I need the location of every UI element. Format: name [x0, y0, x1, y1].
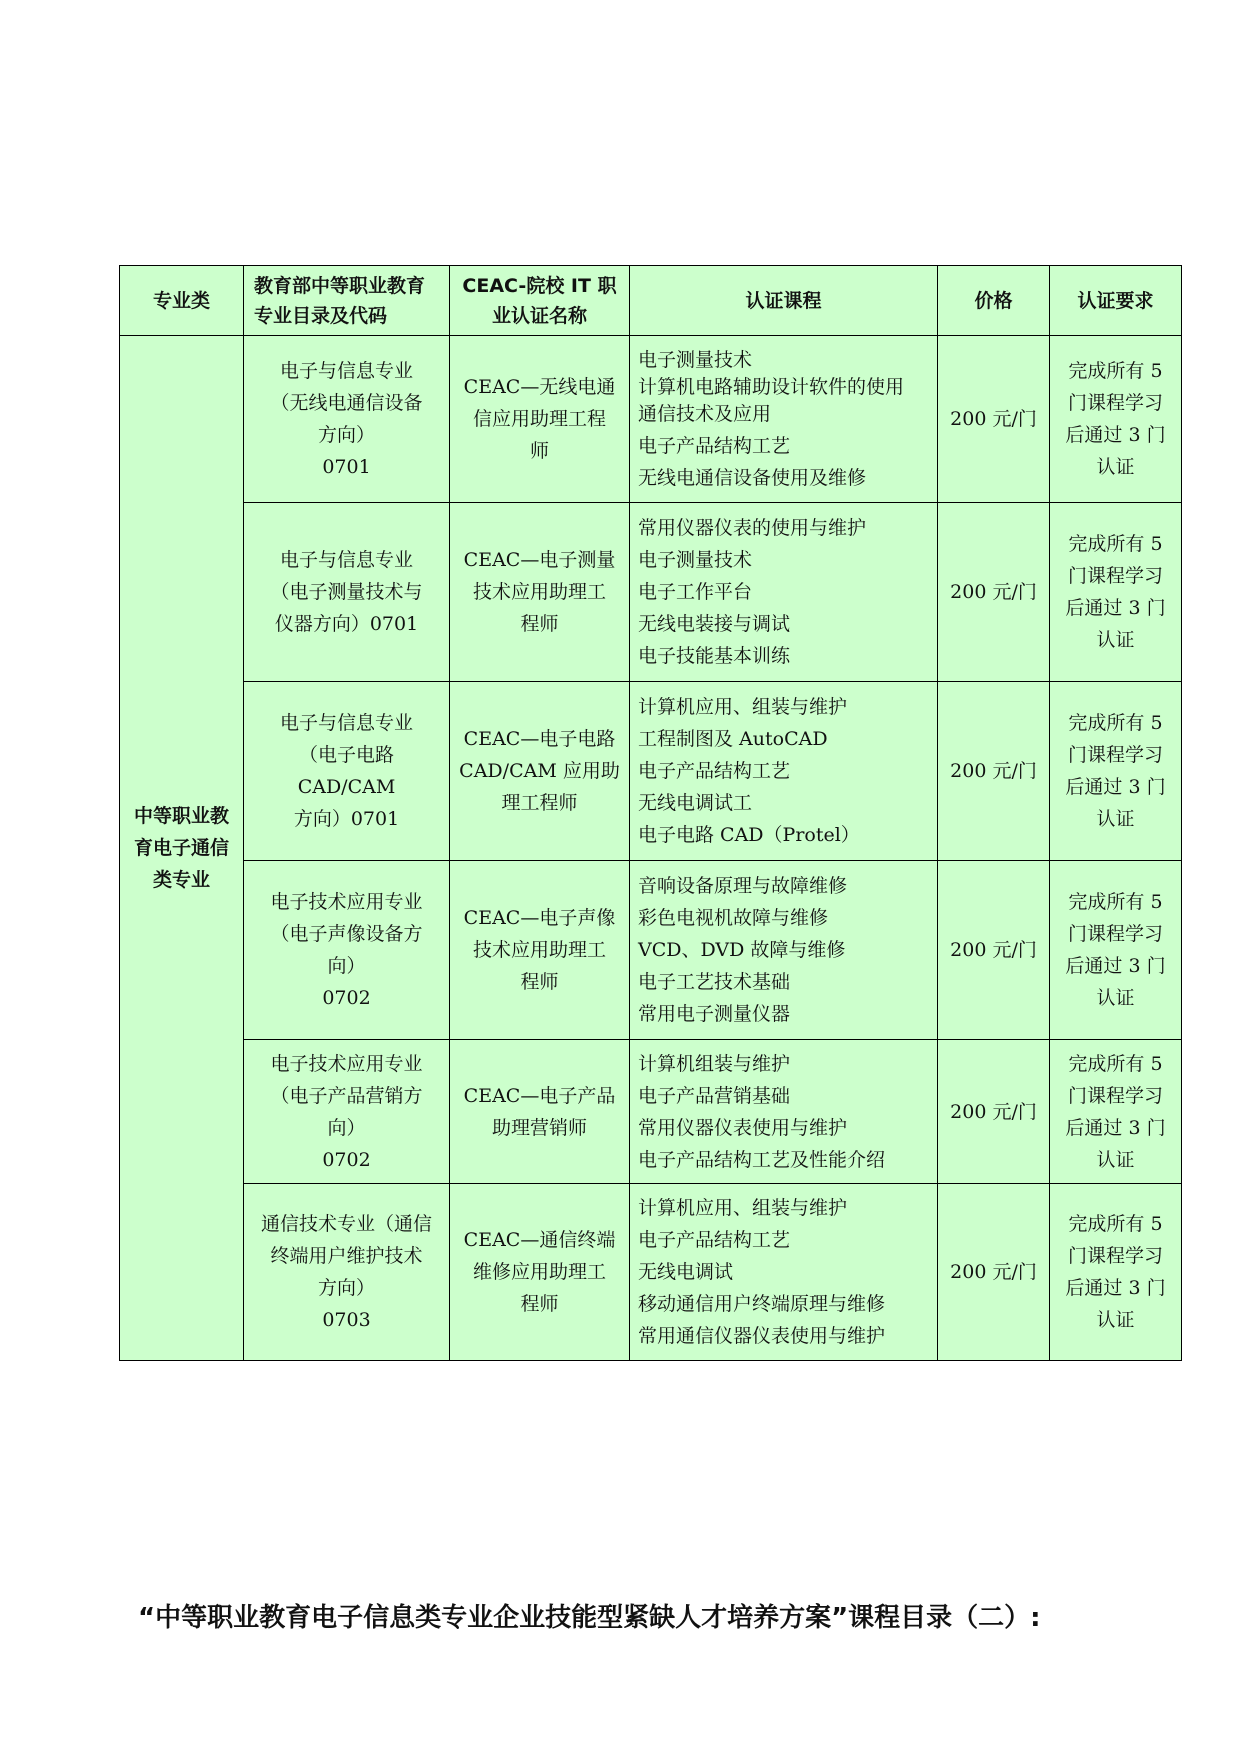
- req-line: 认证: [1096, 987, 1135, 1009]
- major-line: 0702: [322, 1148, 371, 1171]
- course-item: 电子工作平台: [638, 581, 753, 603]
- certification-table: [119, 265, 1182, 1361]
- major-line: 仪器方向）0701: [274, 613, 419, 635]
- major-cell: [244, 682, 450, 861]
- course-item: 电子产品结构工艺: [638, 435, 791, 457]
- major-cell: [244, 336, 450, 503]
- cert-line: 助理营销师: [491, 1116, 587, 1139]
- price-cell: 200 元/门: [938, 503, 1050, 682]
- cert-cell: [450, 1040, 630, 1184]
- req-line: 后通过 3 门: [1065, 955, 1166, 977]
- cert-cell: [450, 1184, 630, 1361]
- req-line: 门课程学习: [1067, 744, 1163, 766]
- cert-cell: [450, 861, 630, 1040]
- course-item: 无线电调试工: [638, 792, 753, 814]
- course-item: 无线电调试: [638, 1261, 734, 1283]
- cert-line: CEAC—无线电通: [463, 376, 616, 398]
- category-cell: 中等职业教育电子通信类专业: [120, 336, 244, 1361]
- req-line: 后通过 3 门: [1065, 1277, 1166, 1299]
- req-line: 认证: [1096, 1148, 1135, 1171]
- requirement-cell: [1050, 1184, 1182, 1361]
- major-line: 电子与信息专业: [279, 549, 413, 571]
- cert-cell: [450, 682, 630, 861]
- header-cert-name: CEAC-院校 IT 职业认证名称: [450, 266, 630, 336]
- cert-line: CEAC—通信终端: [463, 1229, 616, 1251]
- req-line: 门课程学习: [1067, 392, 1163, 414]
- req-line: 完成所有 5: [1068, 891, 1163, 913]
- course-item: 工程制图及 AutoCAD: [638, 728, 828, 750]
- table-row: [120, 1040, 1182, 1184]
- cert-line: CEAC—电子测量: [463, 549, 616, 571]
- price-cell: 200 元/门: [938, 861, 1050, 1040]
- course-item: 常用仪器仪表使用与维护: [638, 1116, 848, 1139]
- table-row: [120, 503, 1182, 682]
- cert-line: 技术应用助理工: [472, 581, 606, 603]
- major-cell: [244, 503, 450, 682]
- cert-line: 程师: [520, 1293, 559, 1315]
- major-line: 电子与信息专业: [279, 712, 413, 734]
- course-item: 通信技术及应用: [638, 403, 772, 425]
- major-line: 方向）: [317, 1277, 375, 1299]
- major-line: 0702: [322, 987, 371, 1009]
- cert-line: 维修应用助理工: [472, 1261, 606, 1283]
- table-row: [120, 682, 1182, 861]
- req-line: 后通过 3 门: [1065, 597, 1166, 619]
- course-item: 计算机应用、组装与维护: [638, 1197, 848, 1219]
- course-item: 计算机组装与维护: [638, 1052, 791, 1075]
- course-item: 电子产品结构工艺: [638, 1229, 791, 1251]
- major-line: 电子技术应用专业: [270, 891, 423, 913]
- major-line: 方向）0701: [293, 808, 400, 830]
- course-item: 无线电通信设备使用及维修: [638, 467, 867, 489]
- cert-line: CEAC—电子电路: [463, 728, 616, 750]
- requirement-cell: [1050, 861, 1182, 1040]
- course-item: 常用仪器仪表的使用与维护: [638, 517, 867, 539]
- cert-line: CAD/CAM 应用助: [459, 760, 620, 782]
- requirement-cell: [1050, 682, 1182, 861]
- major-line: 方向）: [317, 424, 375, 446]
- course-item: 电子技能基本训练: [638, 645, 791, 667]
- header-price: 价格: [938, 266, 1050, 336]
- header-category: 专业类: [120, 266, 244, 336]
- table-row: [120, 861, 1182, 1040]
- course-item: 电子工艺技术基础: [638, 971, 791, 993]
- courses-cell: [630, 1184, 938, 1361]
- major-line: （电子电路 CAD/CAM: [297, 744, 396, 798]
- req-line: 门课程学习: [1067, 1245, 1163, 1267]
- major-line: 0703: [322, 1309, 371, 1331]
- major-line: 0701: [322, 456, 371, 478]
- req-line: 门课程学习: [1067, 1084, 1163, 1107]
- course-item: 电子测量技术: [638, 349, 753, 371]
- courses-cell: [630, 503, 938, 682]
- courses-cell: [630, 861, 938, 1040]
- req-line: 完成所有 5: [1068, 1213, 1163, 1235]
- major-line: 向）: [327, 955, 366, 977]
- req-line: 完成所有 5: [1068, 533, 1163, 555]
- course-item: 常用电子测量仪器: [638, 1003, 791, 1025]
- major-line: （无线电通信设备: [270, 392, 423, 414]
- courses-cell: [630, 682, 938, 861]
- course-item: 电子产品营销基础: [638, 1084, 791, 1107]
- cert-line: 信应用助理工程: [472, 408, 606, 430]
- req-line: 认证: [1096, 629, 1135, 651]
- header-courses: 认证课程: [630, 266, 938, 336]
- cert-line: 程师: [520, 971, 559, 993]
- requirement-cell: [1050, 1040, 1182, 1184]
- major-cell: [244, 861, 450, 1040]
- req-line: 门课程学习: [1067, 565, 1163, 587]
- courses-cell: [630, 1040, 938, 1184]
- course-item: 计算机电路辅助设计软件的使用: [638, 376, 905, 398]
- req-line: 完成所有 5: [1068, 360, 1163, 382]
- section-title: “中等职业教育电子信息类专业企业技能型紧缺人才培养方案”课程目录（二）:: [138, 1603, 1041, 1633]
- cert-cell: [450, 336, 630, 503]
- major-line: （电子产品营销方: [270, 1084, 423, 1107]
- cert-line: 师: [529, 440, 549, 462]
- course-item: 常用通信仪器仪表使用与维护: [638, 1325, 886, 1347]
- major-line: 向）: [327, 1116, 366, 1139]
- major-cell: [244, 1040, 450, 1184]
- cert-cell: [450, 503, 630, 682]
- table-header-row: [120, 266, 1182, 336]
- req-line: 后通过 3 门: [1065, 776, 1166, 798]
- major-line: （电子测量技术与: [270, 581, 423, 603]
- req-line: 认证: [1096, 808, 1135, 830]
- major-line: 电子与信息专业: [279, 360, 413, 382]
- major-line: 电子技术应用专业: [270, 1052, 423, 1075]
- req-line: 认证: [1096, 1309, 1135, 1331]
- major-line: 终端用户维护技术: [270, 1245, 423, 1267]
- courses-cell: [630, 336, 938, 503]
- course-item: 电子测量技术: [638, 549, 753, 571]
- cert-line: CEAC—电子产品: [463, 1084, 616, 1107]
- major-line: 通信技术专业（通信: [260, 1213, 432, 1235]
- cert-line: CEAC—电子声像: [463, 907, 616, 929]
- course-item: 彩色电视机故障与维修: [638, 907, 829, 929]
- course-item: VCD、DVD 故障与维修: [638, 939, 846, 961]
- course-item: 电子产品结构工艺及性能介绍: [638, 1148, 886, 1171]
- course-item: 音响设备原理与故障维修: [638, 875, 848, 897]
- req-line: 门课程学习: [1067, 923, 1163, 945]
- course-item: 无线电装接与调试: [638, 613, 791, 635]
- price-cell: 200 元/门: [938, 336, 1050, 503]
- major-line: （电子声像设备方: [270, 923, 423, 945]
- course-item: 移动通信用户终端原理与维修: [638, 1293, 886, 1315]
- header-requirement: 认证要求: [1050, 266, 1182, 336]
- major-cell: [244, 1184, 450, 1361]
- header-major-code: 教育部中等职业教育专业目录及代码: [244, 266, 450, 336]
- cert-line: 理工程师: [501, 792, 578, 814]
- req-line: 完成所有 5: [1068, 712, 1163, 734]
- table-row: [120, 1184, 1182, 1361]
- req-line: 后通过 3 门: [1065, 424, 1166, 446]
- req-line: 后通过 3 门: [1065, 1116, 1166, 1139]
- cert-line: 技术应用助理工: [472, 939, 606, 961]
- price-cell: 200 元/门: [938, 1184, 1050, 1361]
- price-cell: 200 元/门: [938, 1040, 1050, 1184]
- table-row: [120, 336, 1182, 503]
- requirement-cell: [1050, 336, 1182, 503]
- course-item: 计算机应用、组装与维护: [638, 696, 848, 718]
- req-line: 完成所有 5: [1068, 1052, 1163, 1075]
- req-line: 认证: [1096, 456, 1135, 478]
- course-item: 电子产品结构工艺: [638, 760, 791, 782]
- requirement-cell: [1050, 503, 1182, 682]
- course-item: 电子电路 CAD（Protel）: [638, 824, 860, 846]
- cert-line: 程师: [520, 613, 559, 635]
- price-cell: 200 元/门: [938, 682, 1050, 861]
